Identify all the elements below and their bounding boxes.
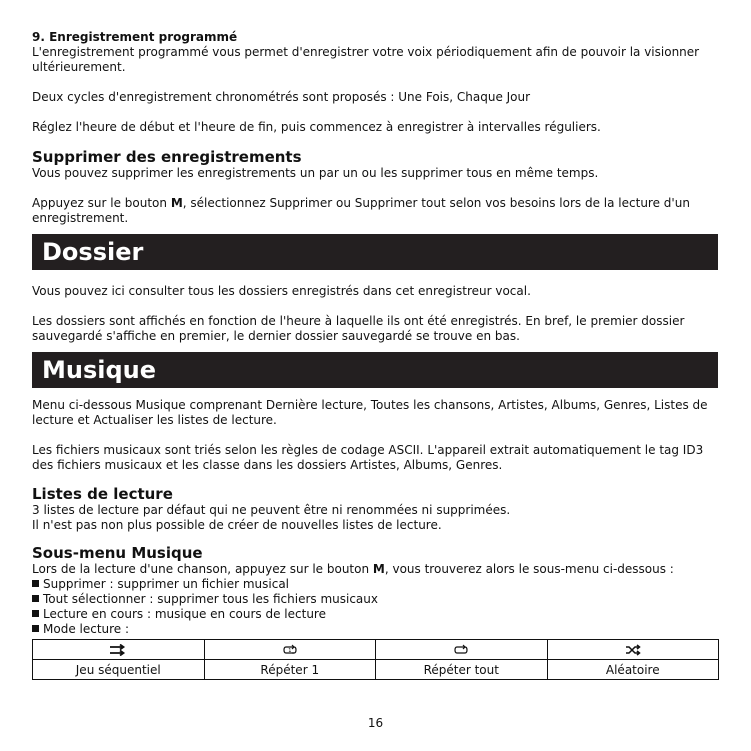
shuffle-icon [625, 644, 641, 656]
bullet-square-icon [32, 580, 39, 587]
section-title-delete: Supprimer des enregistrements [32, 148, 302, 166]
bullet-square-icon [32, 610, 39, 617]
label-row [33, 660, 719, 680]
list-item: Supprimer : supprimer un fichier musical [32, 577, 720, 592]
mode-label-sequential: Jeu séquentiel [33, 660, 205, 680]
bullet-square-icon [32, 595, 39, 602]
list-item: Lecture en cours : musique en cours de lecture [32, 607, 720, 622]
paragraph: Vous pouvez supprimer les enregistrements un par un ou les supprimer tous en même temps. [32, 166, 599, 180]
paragraph: Les fichiers musicaux sont triés selon les règles de codage ASCII. L'appareil extrait automatiquement le tag ID3 des fichiers musicaux et les classe dans les dossiers Artistes, Albums, Genres. [32, 443, 704, 472]
paragraph: L'enregistrement programmé vous permet d'enregistrer votre voix périodiquement afin de pouvoir la visionner ultérieurement. [32, 45, 700, 74]
page-number: 16 [367, 716, 384, 730]
sequential-icon [109, 644, 127, 656]
icon-row [33, 640, 719, 660]
document-page [32, 30, 720, 680]
paragraph: 3 listes de lecture par défaut qui ne peuvent être ni renommées ni supprimées. [32, 503, 511, 517]
paragraph: Réglez l'heure de début et l'heure de fin, puis commencez à enregistrer à intervalles réguliers. [32, 120, 601, 134]
cell-sequential-icon [33, 640, 205, 660]
paragraph: Deux cycles d'enregistrement chronométrés sont proposés : Une Fois, Chaque Jour [32, 90, 531, 104]
repeat-one-icon [283, 644, 297, 656]
paragraph: Lors de la lecture d'une chanson, appuyez sur le bouton M, vous trouverez alors le sous-menu ci-dessous : [32, 562, 674, 576]
section-title-playlists: Listes de lecture [32, 485, 173, 503]
paragraph: Les dossiers sont affichés en fonction de l'heure à laquelle ils ont été enregistrés. En bref, le premier dossier sauvegardé s'affiche en premier, le dernier dossier sauvegardé se trouve en bas. [32, 314, 685, 343]
repeat-all-icon [454, 644, 468, 656]
section-title-music-submenu: Sous-menu Musique [32, 544, 203, 562]
list-item: Tout sélectionner : supprimer tous les fichiers musicaux [32, 592, 720, 607]
cell-shuffle-icon [547, 640, 719, 660]
list-item: Mode lecture : [32, 622, 720, 637]
paragraph: Appuyez sur le bouton M, sélectionnez Supprimer ou Supprimer tout selon vos besoins lors de la lecture d'un enregistrement. [32, 196, 690, 225]
cell-repeat-all-icon [376, 640, 548, 660]
play-mode-table [32, 639, 719, 680]
paragraph: Menu ci-dessous Musique comprenant Dernière lecture, Toutes les chansons, Artistes, Albums, Genres, Listes de lecture et Actualiser les listes de lecture. [32, 398, 708, 427]
banner-musique: Musique [32, 352, 718, 388]
cell-repeat-one-icon [204, 640, 376, 660]
paragraph: Vous pouvez ici consulter tous les dossiers enregistrés dans cet enregistreur vocal. [32, 284, 531, 298]
mode-label-repeat-all: Répéter tout [376, 660, 548, 680]
svg-text:1: 1 [287, 647, 292, 654]
paragraph: Il n'est pas non plus possible de créer de nouvelles listes de lecture. [32, 518, 442, 532]
mode-label-shuffle: Aléatoire [547, 660, 719, 680]
bullet-square-icon [32, 625, 39, 632]
section-title-scheduled-recording: 9. Enregistrement programmé [32, 30, 238, 44]
banner-dossier: Dossier [32, 234, 718, 270]
mode-label-repeat-one: Répéter 1 [204, 660, 376, 680]
